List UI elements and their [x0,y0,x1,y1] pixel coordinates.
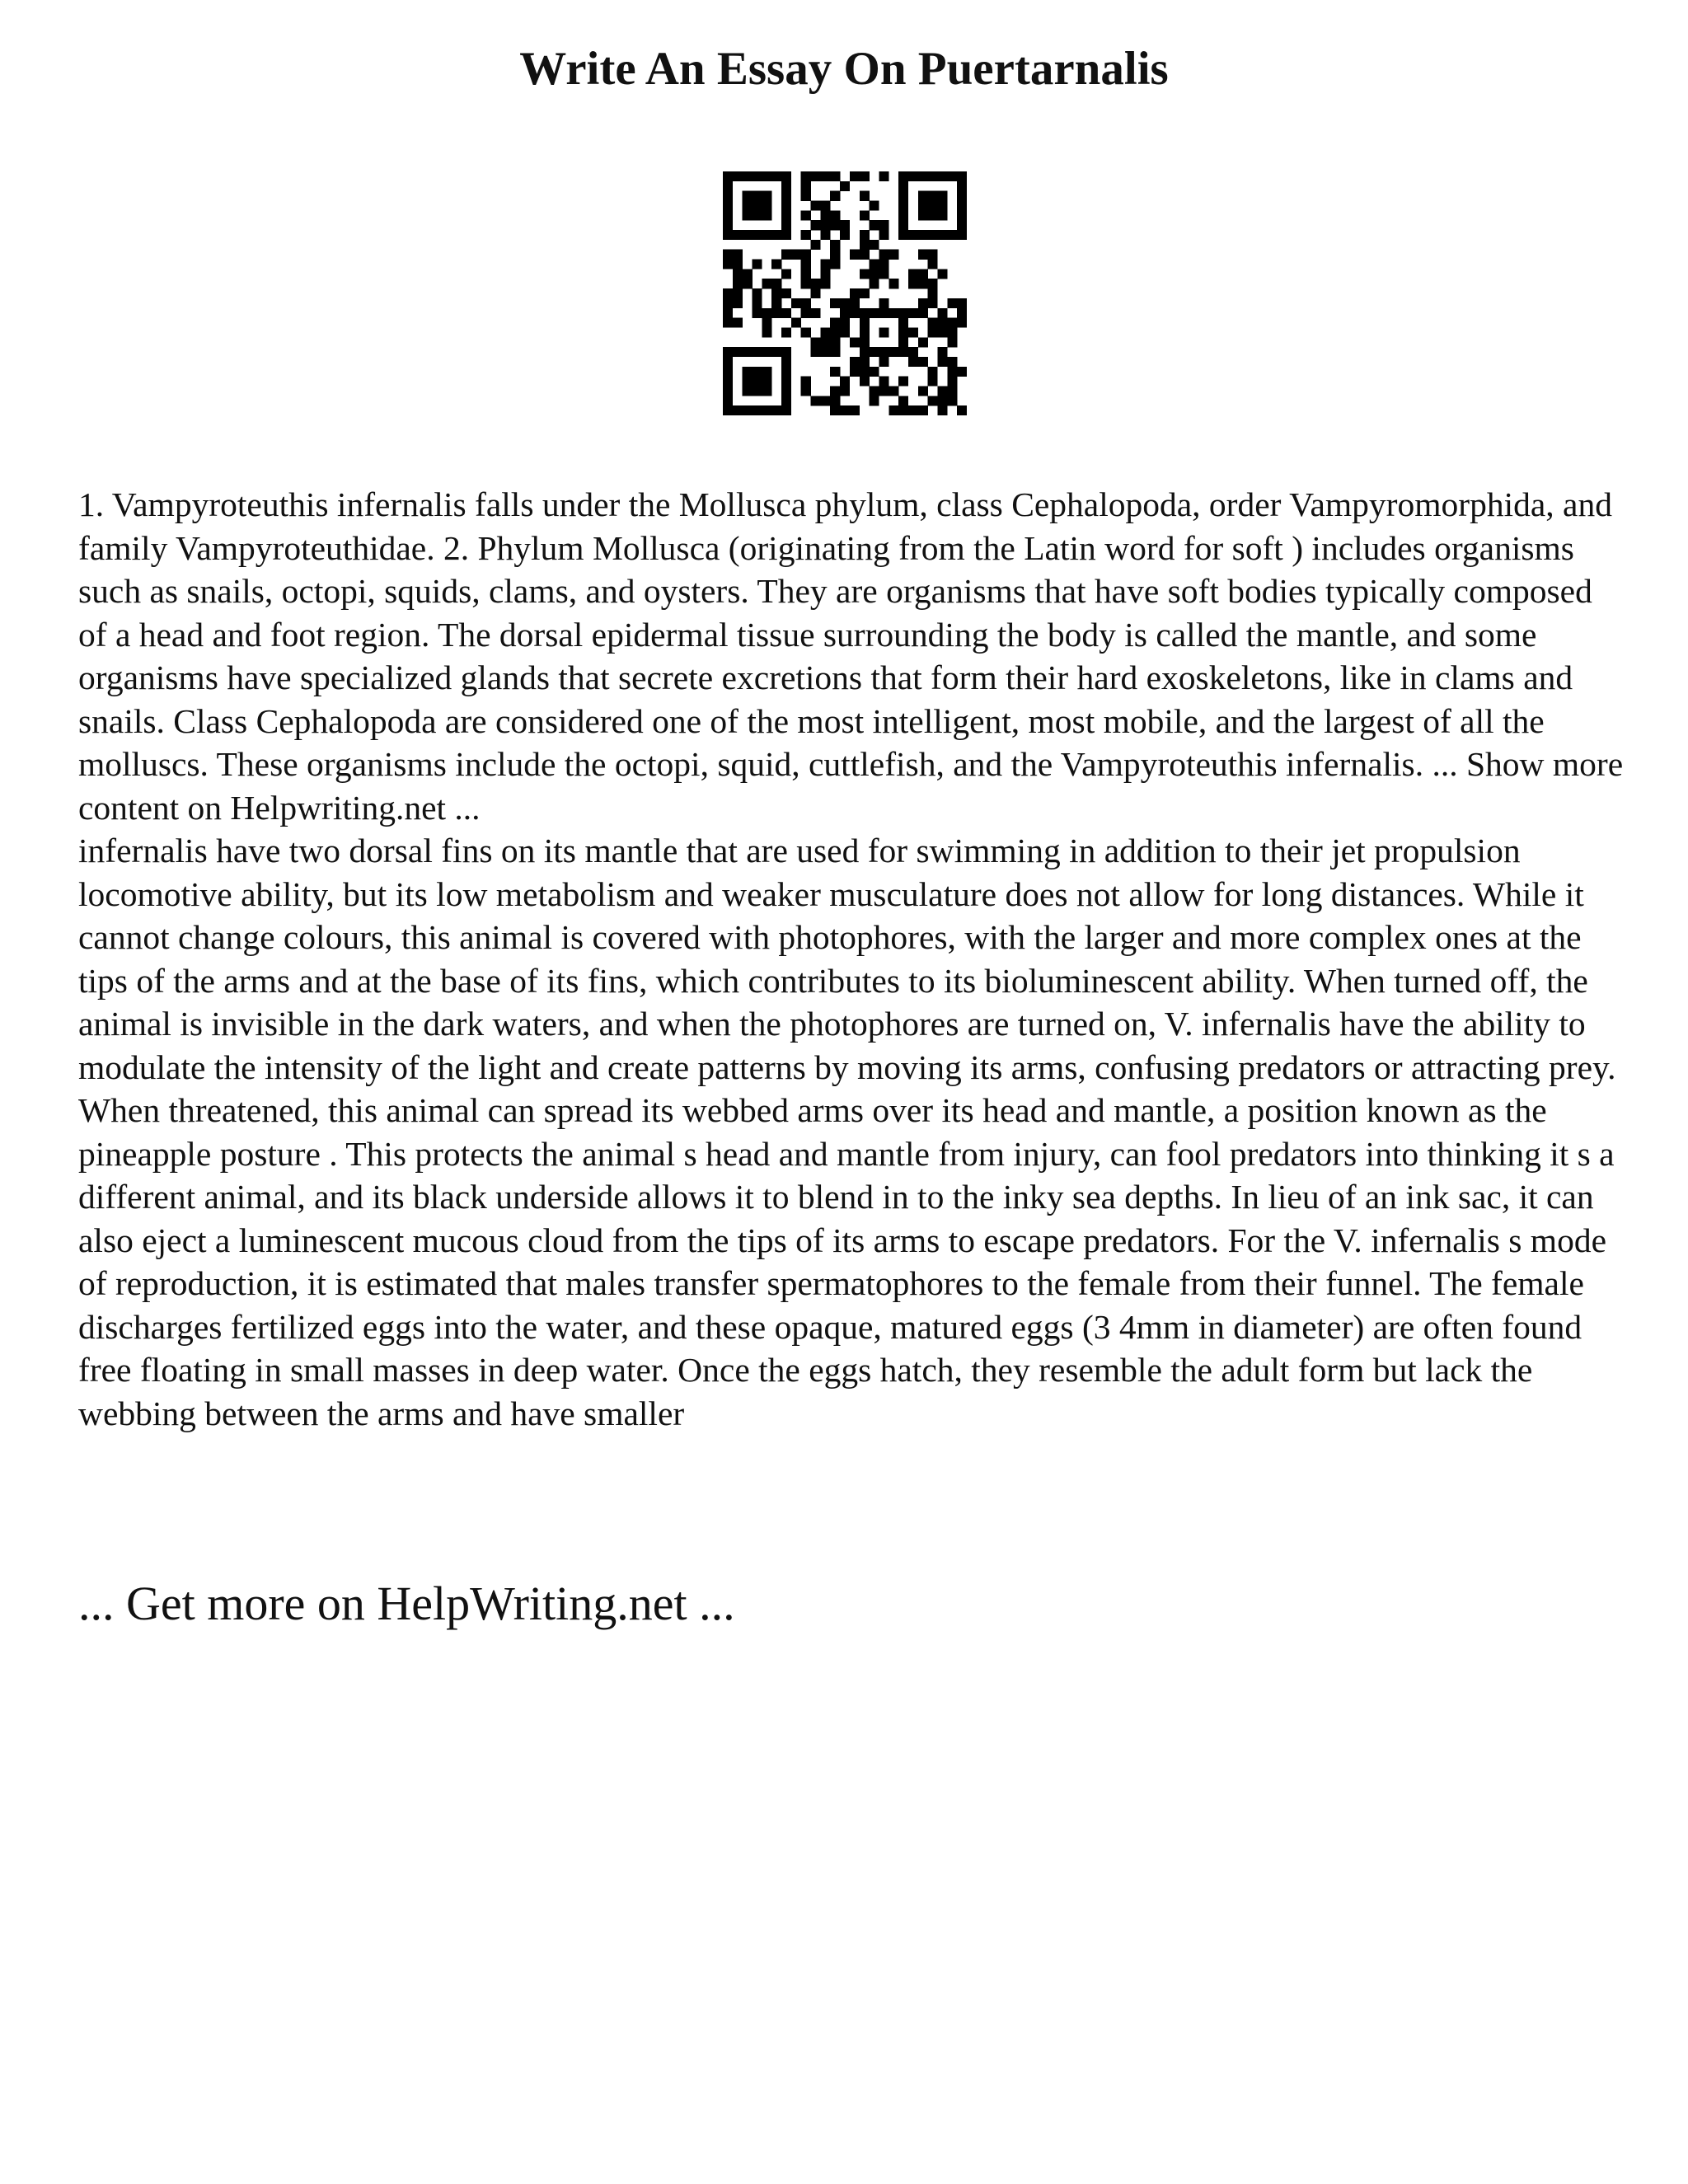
essay-body [78,483,1628,1435]
essay-paragraph-2: infernalis have two dorsal fins on its mantle that are used for swimming in addition to their jet propulsion locomotive ability, but its low metabolism and weaker musculature does not allow for long distances. While it cannot change colours, this animal is covered with photophores, with the larger and more complex ones at the tips of the arms and at the base of its fins, which contributes to its bioluminescent ability. When turned off, the animal is invisible in the dark waters, and when the photophores are turned on, V. infernalis have the ability to modulate the intensity of the light and create patterns by moving its arms, confusing predators or attracting prey. When threatened, this animal can spread its webbed arms over its head and mantle, a position known as the pineapple posture . This protects the animal s head and mantle from injury, can fool predators into thinking it s a different animal, and its black underside allows it to blend in to the inky sea depths. In lieu of an ink sac, it can also eject a luminescent mucous cloud from the tips of its arms to escape predators. For the V. infernalis s mode of reproduction, it is estimated that males transfer spermatophores to the female from their funnel. The female discharges fertilized eggs into the water, and these opaque, matured eggs (3 4mm in diameter) are often found free floating in small masses in deep water. Once the eggs hatch, they resemble the adult form but lack the webbing between the arms and have smaller [78,832,1616,1432]
qr-code-graphic [723,171,967,415]
qr-code-icon[interactable] [723,171,967,415]
get-more-link[interactable]: ... Get more on HelpWriting.net ... [78,1577,735,1630]
page-title: Write An Essay On Puertarnalis [519,43,1169,95]
essay-paragraph-1: 1. Vampyroteuthis infernalis falls under the Mollusca phylum, class Cephalopoda, order Vampyromorphida, and family Vampyroteuthidae. 2. Phylum Mollusca (originating from the Latin word for soft ) includes organisms such as snails, octopi, squids, clams, and oysters. They are organisms that have soft bodies typically composed of a head and foot region. The dorsal epidermal tissue surrounding the body is called the mantle, and some organisms have specialized glands that secrete excretions that form their hard exoskeletons, like in clams and snails. Class Cephalopoda are considered one of the most intelligent, most mobile, and the largest of all the molluscs. These organisms include the octopi, squid, cuttlefish, and the Vampyroteuthis infernalis. ... Show more content on Helpwriting.net ... [78,485,1624,827]
